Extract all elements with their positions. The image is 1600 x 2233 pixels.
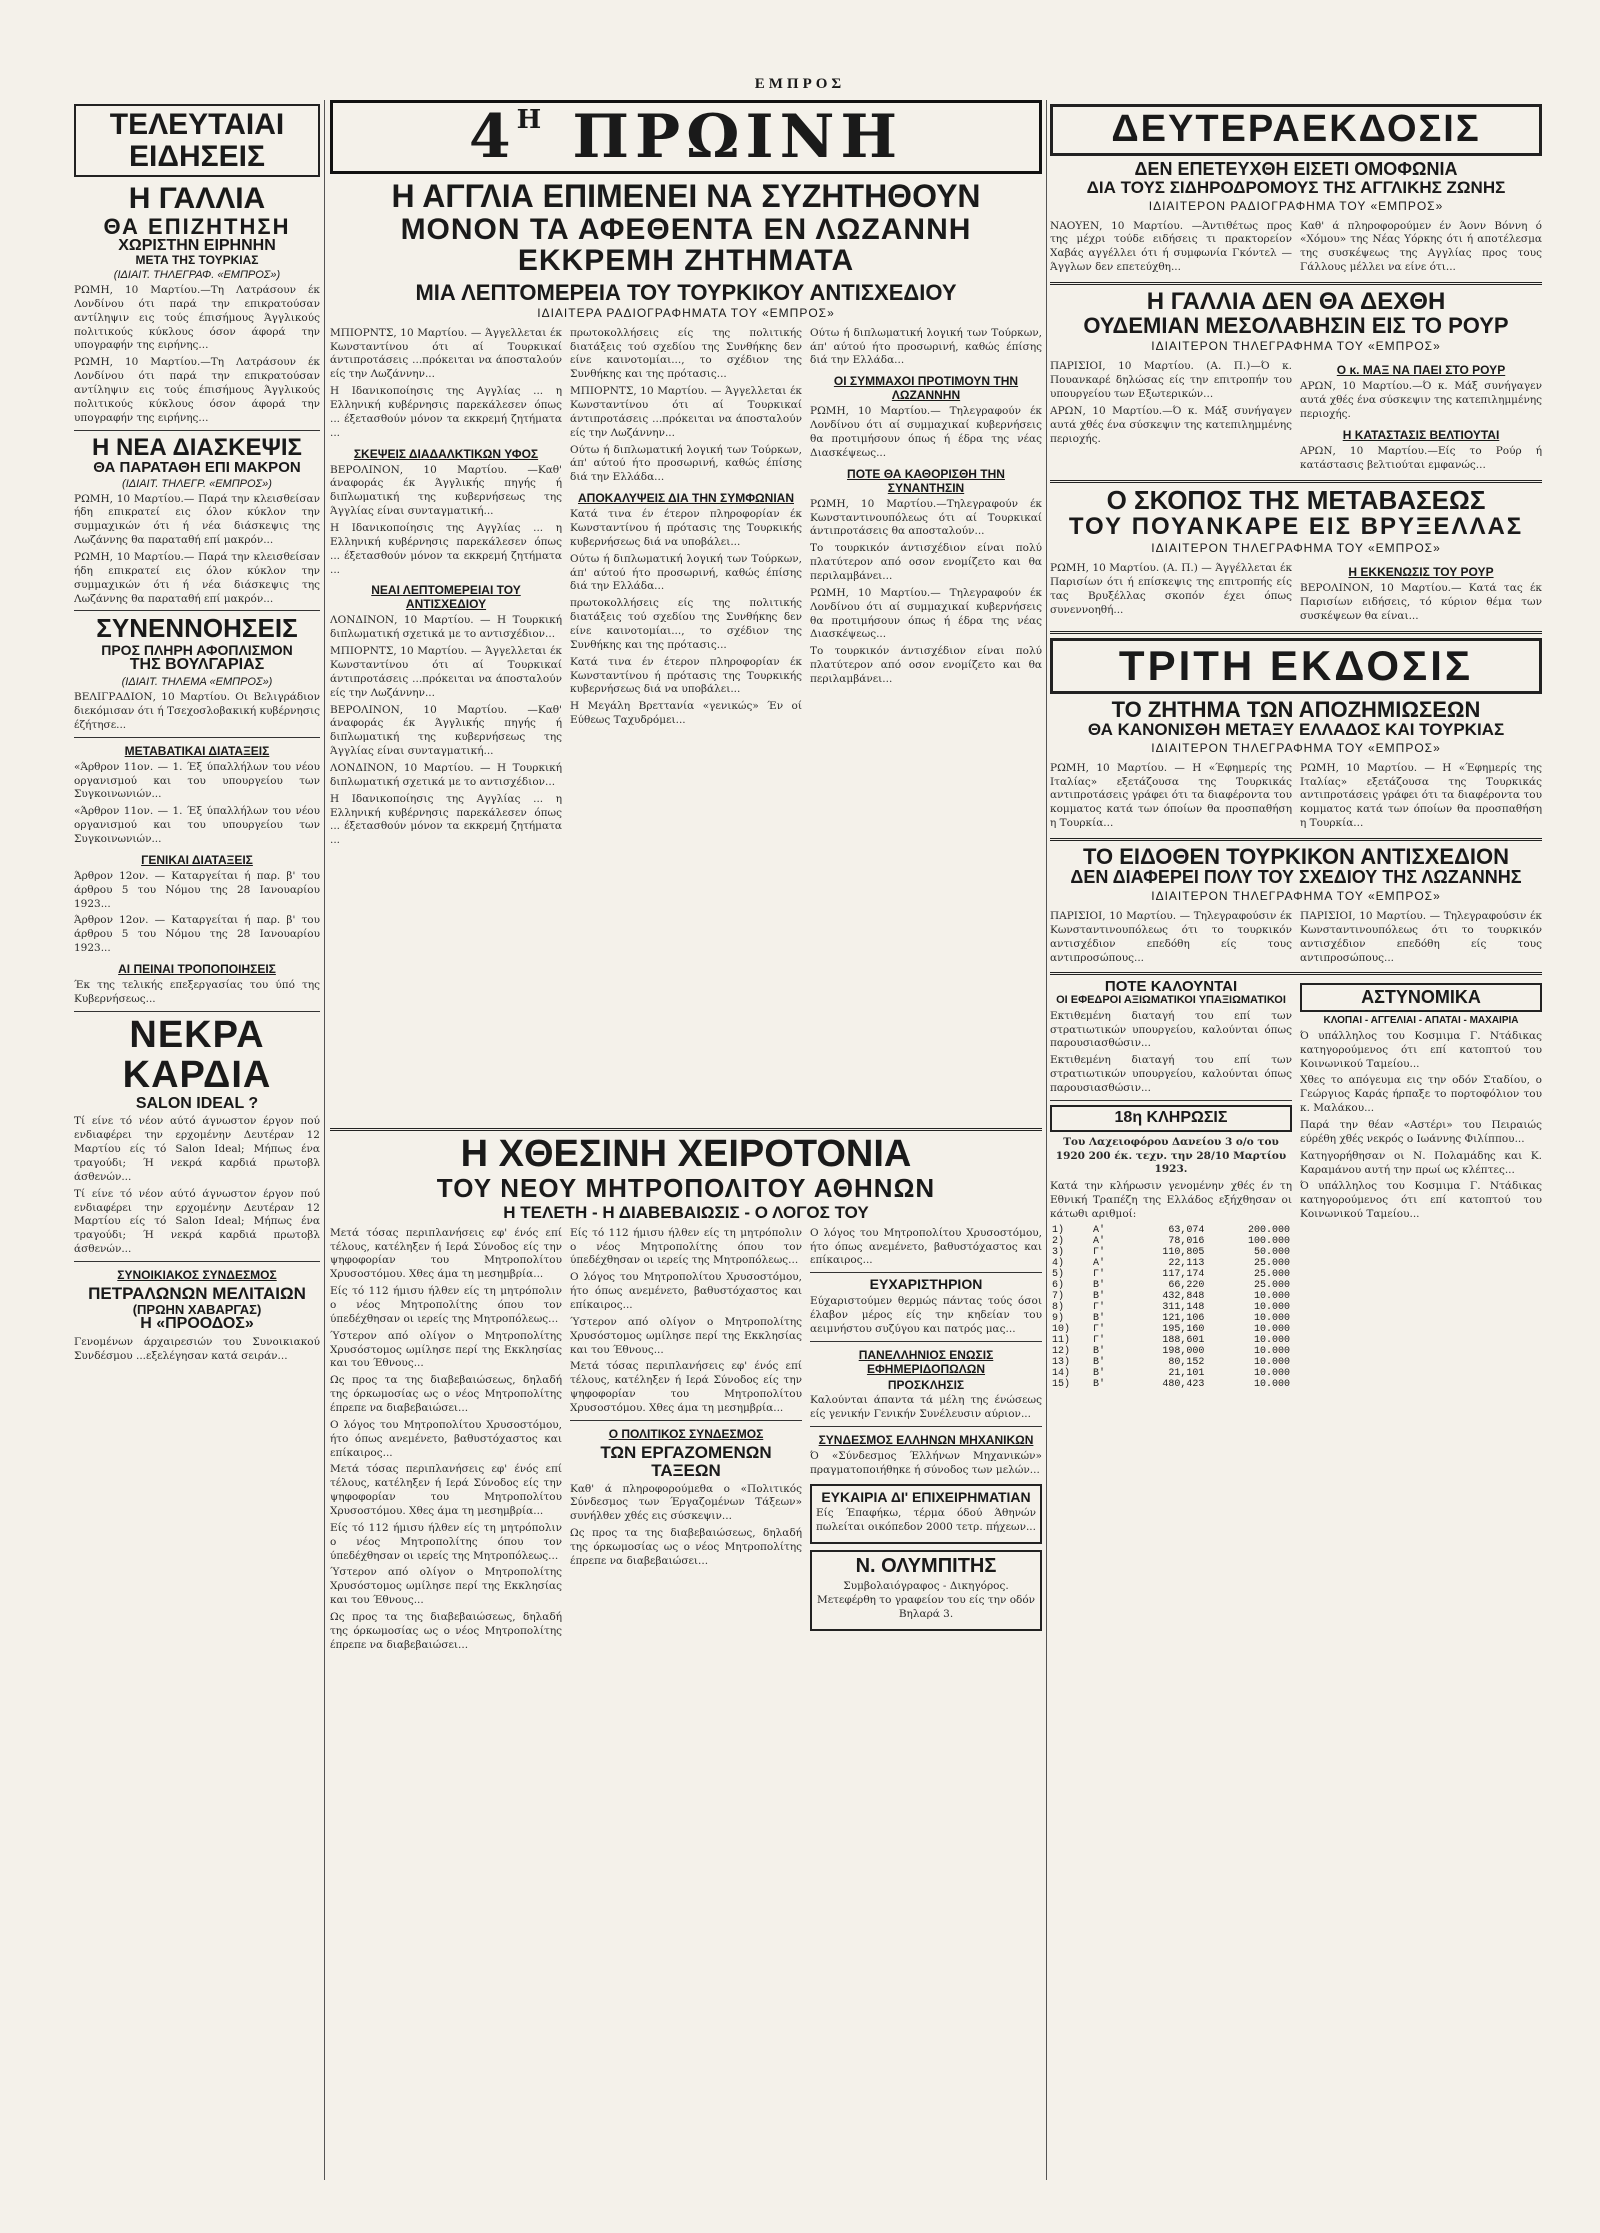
subhead: ΟΙ ΣΥΜΜΑΧΟΙ ΠΡΟΤΙΜΟΥΝ ΤΗΝ ΛΩΖΑΝΝΗΝ bbox=[833, 374, 1019, 403]
lottery-row bbox=[1050, 1225, 1292, 1236]
article-body-cont: Άρθρον 12ον. — Καταργείται ή παρ. β' του άρθρου 5 του Νόμου της 28 Ιανουαρίου 1923... bbox=[74, 914, 320, 955]
lottery-cell: 9) bbox=[1052, 1312, 1065, 1324]
lottery-row bbox=[1050, 1313, 1292, 1324]
lottery-cell: 8) bbox=[1052, 1301, 1065, 1313]
subhead-workers-assoc: Ο ΠΟΛΙΤΙΚΟΣ ΣΥΝΔΕΣΜΟΣ bbox=[608, 1426, 764, 1441]
lottery-title: 18η ΚΛΗΡΩΣΙΣ bbox=[1050, 1105, 1292, 1132]
lottery-cell: Γ' bbox=[1092, 1323, 1105, 1335]
article-body: Ως προς τα της διαβεβαιώσεως, δηλαδή της όρκωμοσίας ως ο νέος Μητροπολίτης έπρεπε να διαβεβαιώσει... bbox=[570, 1527, 802, 1567]
lottery-cell: 188,601 bbox=[1162, 1334, 1205, 1346]
article-body: Κατά τινα έν έτερον πληροφορίαν έκ Κωνσταντίνου ή πρότασις της Τουρκικής κυβερνήσεως διά να υποβάλει... bbox=[570, 508, 802, 548]
lottery-cell: 21,101 bbox=[1168, 1367, 1205, 1379]
subhead-general: ΓΕΝΙΚΑΙ ΔΙΑΤΑΞΕΙΣ bbox=[141, 852, 253, 867]
subhead: ΠΟΤΕ ΘΑ ΚΑΘΟΡΙΣΘΗ ΤΗΝ ΣΥΝΑΝΤΗΣΙΝ bbox=[847, 466, 1005, 495]
column-rule bbox=[324, 100, 325, 2180]
byline: (ΙΔΙΑΙΤ. ΤΗΛΕΜΑ «ΕΜΠΡΟΣ») bbox=[121, 676, 273, 689]
lottery-cell: 50.000 bbox=[1253, 1246, 1290, 1258]
byline: ΙΔΙΑΙΤΕΡΟΝ ΤΗΛΕΓΡΑΦΗΜΑ ΤΟΥ «ΕΜΠΡΟΣ» bbox=[1151, 541, 1441, 556]
article-body: Είς τό 112 ήμισυ ήλθεν είς τη μητρόπολιν ο νέος Μητροπολίτης όπου τον ύπεδέχθησαν οι ιερείς της Μητροπόλεως... bbox=[570, 1226, 802, 1267]
lottery-row bbox=[1050, 1324, 1292, 1335]
lottery-cell: 4) bbox=[1052, 1257, 1065, 1269]
lottery-cell: 10.000 bbox=[1253, 1301, 1290, 1313]
lottery-cell: Γ' bbox=[1092, 1246, 1105, 1258]
lottery-cell: 10) bbox=[1052, 1323, 1071, 1335]
lottery-cell: 195,160 bbox=[1162, 1323, 1205, 1335]
lottery-row bbox=[1050, 1368, 1292, 1379]
article-body: Ύστερον από ολίγον ο Μητροπολίτης Χρυσόστομος ωμίλησε περί της Εκκλησίας και του Έθνους... bbox=[330, 1329, 562, 1370]
article-body: Άρθρον 12ον. — Καταργείται ή παρ. β' του άρθρου 5 του Νόμου της 28 Ιανουαρίου 1923... bbox=[74, 869, 320, 910]
article-body: «Άρθρον 11ον. — 1. Έξ ύπαλλήλων του νέου οργανισμού και του υπουργείου των Συγκοινωνιών... bbox=[74, 760, 320, 801]
lottery-cell: 311,148 bbox=[1162, 1301, 1205, 1313]
subhead-bulgaria: ΤΗΣ ΒΟΥΛΓΑΡΙΑΣ bbox=[129, 656, 265, 674]
story-columns bbox=[1050, 357, 1542, 475]
lottery-cell: 25.000 bbox=[1253, 1268, 1290, 1280]
article-body: πρωτοκολλήσεις είς της πολιτικής διατάξεις τού σχεδίου της Συνθήκης δεν είνε καινοτομίαι..., το σχέδιον της Συνθήκης και της πρότασις... bbox=[570, 597, 802, 651]
article-body: Μετά τόσας περιπλανήσεις εφ' ένός επί τέλους, κατέληξεν ή Ιερά Σύνοδος είς την ψηφοφορίαν του Μητροπολίτου Χρυσοστόμου. Χθες άμα τη μεσημβρία... bbox=[570, 1360, 802, 1415]
lottery-row bbox=[1050, 1335, 1292, 1346]
subhead: Η ΚΑΤΑΣΤΑΣΙΣ ΒΕΛΤΙΟΥΤΑΙ bbox=[1342, 427, 1500, 442]
headline-greece-turkey: ΘΑ ΚΑΝΟΝΙΣΘΗ ΜΕΤΑΞΥ ΕΛΛΑΔΟΣ ΚΑΙ ΤΟΥΡΚΙΑΣ bbox=[1087, 719, 1505, 739]
section-header-latest: ΤΕΛΕΥΤΑΙΑΙ ΕΙΔΗΣΕΙΣ bbox=[74, 104, 320, 177]
lottery-cell: Β' bbox=[1092, 1367, 1105, 1379]
lottery-cell: 11) bbox=[1052, 1334, 1071, 1346]
headline-ordination: Η ΧΘΕΣΙΝΗ ΧΕΙΡΟΤΟΝΙΑ bbox=[460, 1132, 912, 1175]
article-body: Η Ιδανικοποίησις της Αγγλίας ... η Ελληνική κυβέρνησις παρεκάλεσεν όπως ... έξετασθούν μόνον τα εκκρεμή ζητήματα ... bbox=[330, 792, 562, 847]
lottery-cell: 25.000 bbox=[1253, 1257, 1290, 1269]
thanks-body: Εύχαριστούμεν θερμώς πάντας τούς όσοι έλαβον μέρος είς την κηδείαν του αειμνήστου συζύγου και πατρός μας... bbox=[810, 1294, 1042, 1335]
lottery-cell: 5) bbox=[1052, 1268, 1065, 1280]
headline-no-agreement: ΔΕΝ ΕΠΕΤΕΥΧΘΗ ΕΙΣΕΤΙ ΟΜΟΦΩΝΙΑ bbox=[1134, 158, 1458, 179]
article-body: ΡΩΜΗ, 10 Μαρτίου.— Τηλεγραφούν έκ Λονδίνου ότι αί συμμαχικαί κυβερνήσεις θα προτιμήσουν όπως ή έδρα της νέας Διασκέψεως... bbox=[810, 405, 1042, 459]
article-body: Ο λόγος του Μητροπολίτου Χρυσοστόμου, ήτο όπως ανεμένετο, βαθυστόχαστος και επίκαιρος... bbox=[810, 1226, 1042, 1267]
subhead-salon: SALON IDEAL ? bbox=[135, 1094, 259, 1112]
lottery-cell: Β' bbox=[1092, 1378, 1105, 1390]
byline: ΙΔΙΑΙΤΕΡΟΝ ΤΗΛΕΓΡΑΦΗΜΑ ΤΟΥ «ΕΜΠΡΟΣ» bbox=[1151, 889, 1441, 904]
thanks-heading: ΕΥΧΑΡΙΣΤΗΡΙΟΝ bbox=[869, 1276, 983, 1293]
lottery-cell: 25.000 bbox=[1253, 1279, 1290, 1291]
article-body: Έκ της τελικής επεξεργασίας του ύπό της Κυβερνήσεως... bbox=[74, 979, 320, 1005]
lottery-cell: 198,000 bbox=[1162, 1345, 1205, 1357]
article-body: Ως προς τα της διαβεβαιώσεως, δηλαδή της όρκωμοσίας ως ο νέος Μητροπολίτης έπρεπε να διαβεβαιώσει... bbox=[330, 1374, 562, 1415]
lottery-cell: 80,152 bbox=[1168, 1356, 1205, 1368]
subhead: Ο κ. ΜΑΞ ΝΑ ΠΑΕΙ ΣΤΟ ΡΟΥΡ bbox=[1336, 363, 1506, 378]
second-edition-banner: ΔΕΥΤΕΡΑΕΚΔΟΣΙΣ bbox=[1050, 104, 1542, 156]
article-body: ΡΩΜΗ, 10 Μαρτίου.— Παρά την κλεισθείσαν ήδη επικρατεί εις όλον κύκλον την συμμαχικών ότι ή νέα διάσκεψις της Λωζάννης θα παραταθή επί μακρόν... bbox=[74, 492, 320, 547]
lottery-cell: 1) bbox=[1052, 1224, 1065, 1236]
headline-ceremony: Η ΤΕΛΕΤΗ - Η ΔΙΑΒΕΒΑΙΩΣΙΣ - Ο ΛΟΓΟΣ ΤΟΥ bbox=[503, 1202, 869, 1222]
subhead-disarmament: ΠΡΟΣ ΠΛΗΡΗ ΑΦΟΠΛΙΣΜΟΝ bbox=[101, 641, 293, 658]
article-body: ΑΡΩΝ, 10 Μαρτίου.—Είς το Ρούρ ή κατάστασις βελτιούται εμφανώς... bbox=[1300, 444, 1542, 471]
lottery-cell: Α' bbox=[1092, 1257, 1105, 1269]
headline-france-refuses: Η ΓΑΛΛΙΑ ΔΕΝ ΘΑ ΔΕΧΘΗ bbox=[1146, 288, 1446, 316]
article-body: Γενομένων άρχαιρεσιών του Συνοικιακού Συνδέσμου ...εξελέγησαν κατά σειράν... bbox=[74, 1336, 320, 1363]
article-body: Μετά τόσας περιπλανήσεις εφ' ένός επί τέλους, κατέληξεν ή Ιερά Σύνοδος είς την ψηφοφορίαν του Μητροπολίτου Χρυσοστόμου. Χθες άμα τη μεσημβρία... bbox=[330, 1226, 562, 1281]
lottery-cell: 117,174 bbox=[1162, 1268, 1205, 1280]
lottery-cell: Α' bbox=[1092, 1235, 1105, 1247]
story-columns bbox=[1050, 217, 1542, 278]
ad-olympitis bbox=[810, 1550, 1042, 1631]
article-body: ΡΩΜΗ, 10 Μαρτίου.—Τη Λατράσουν έκ Λονδίνου ότι παρά την επικρατούσαν αντίληψιν εις τούς έπισήμους Άγγλικούς πολιτικούς κύκλους όσον άφορά την υπογραφήν της ειρήνης... bbox=[74, 283, 320, 352]
column-later-editions bbox=[1050, 100, 1542, 2180]
subhead: Η ΕΚΚΕΝΩΣΙΣ ΤΟΥ ΡΟΥΡ bbox=[1348, 565, 1494, 580]
masthead: ΕΜΠΡΟΣ bbox=[754, 76, 846, 92]
lottery-cell: Α' bbox=[1092, 1224, 1105, 1236]
article-body: Ύστερον από ολίγον ο Μητροπολίτης Χρυσόστομος ωμίλησε περί της Εκκλησίας και του Έθνους... bbox=[570, 1315, 802, 1356]
lottery-row bbox=[1050, 1280, 1292, 1291]
article-body-cont: «Άρθρον 11ον. — 1. Έξ ύπαλλήλων του νέου οργανισμού και του υπουργείου των Συγκοινωνιών... bbox=[74, 805, 320, 846]
article-body: Το τουρκικόν άντισχέδιον είναι πολύ πλατύτερον από οσον ενομίζετο και θα περιλαμβάνει... bbox=[810, 645, 1042, 686]
article-body: Ούτω ή διπλωματική λογική των Τούρκων, άπ' αύτού ήτο προσωρινή, καθώς έπίσης διά την Ελλάδα... bbox=[570, 552, 802, 593]
ad-name: Ν. ΟΛΥΜΠΙΤΗΣ bbox=[855, 1555, 997, 1577]
police-subtitle: ΚΛΟΠΑΙ - ΑΓΓΕΛΙΑΙ - ΑΠΑΤΑΙ - ΜΑΧΑΙΡΙΑ bbox=[1323, 1015, 1519, 1027]
lottery-cell: 10.000 bbox=[1253, 1356, 1290, 1368]
lottery-cell: 10.000 bbox=[1253, 1290, 1290, 1302]
article-body: ΒΕΛΙΓΡΑΔΙΟΝ, 10 Μαρτίου. Οι Βελιγράδιον διεκόμισαν ότι ή Τσεχοσλοβακική κυβέρνησις έζήτησε... bbox=[74, 691, 320, 731]
lottery-cell: Γ' bbox=[1092, 1301, 1105, 1313]
article-body: Ό υπάλληλος του Κοσμιμα Γ. Ντάδικας κατηγορούμενος ότι επί κατοπτού του Κοινωνικού Ταμείου... bbox=[1300, 1029, 1542, 1070]
article-body: Η Ιδανικοποίησις της Αγγλίας ... η Ελληνική κυβέρνησις παρεκάλεσεν όπως ... έξετασθούν μόνον τα εκκρεμή ζητήματα ... bbox=[330, 385, 562, 439]
lottery-cell: 10.000 bbox=[1253, 1345, 1290, 1357]
subhead-amendments: ΑΙ ΠΕΙΝΑΙ ΤΡΟΠΟΠΟΙΗΣΕΙΣ bbox=[118, 962, 276, 977]
headline-france: Η ΓΑΛΛΙΑ bbox=[128, 182, 266, 215]
top-story-columns bbox=[330, 324, 1042, 1124]
lottery-cell: 10.000 bbox=[1253, 1367, 1290, 1379]
article-body-cont: Εκτιθεμένη διαταγή του επί των στρατιωτικών υπουργείου, καλούνται όπως παρουσιασθώσιν... bbox=[1050, 1054, 1292, 1095]
subhead-with-turkey: ΜΕΤΑ ΤΗΣ ΤΟΥΡΚΙΑΣ bbox=[135, 253, 259, 268]
lottery-row bbox=[1050, 1269, 1292, 1280]
article-body: Καλούνται άπαντα τά μέλη της ένώσεως είς γενικήν Γενικήν Συνέλευσιν αύριον... bbox=[810, 1394, 1042, 1421]
subhead-seek: ΘΑ ΕΠΙΖΗΤΗΣΗ bbox=[103, 213, 291, 239]
headline-workers: ΤΩΝ ΕΡΓΑΖΟΜΕΝΩΝ ΤΑΞΕΩΝ bbox=[600, 1442, 772, 1480]
lottery-cell: 14) bbox=[1052, 1367, 1071, 1379]
article-body: ΒΕΡΟΛΙΝΟΝ, 10 Μαρτίου. —Καθ' άναφοράς έκ Άγγλικής πηγής ή διπλωματική της κυβερνήσεως της Άγγλίας είναι συνταγματική... bbox=[330, 463, 562, 518]
article-body: Είς τό 112 ήμισυ ήλθεν είς τη μητρόπολιν ο νέος Μητροπολίτης όπου τον ύπεδέχθησαν οι ιερείς της Μητροπόλεως... bbox=[330, 1521, 562, 1562]
lottery-body: Κατά την κλήρωσιν γενομένην χθές έν τη Εθνική Τραπέζη της Ελλάδος εξήχθησαν οι κάτωθι αριθμοί: bbox=[1050, 1180, 1292, 1220]
article-body: ΡΩΜΗ, 10 Μαρτίου.— Τηλεγραφούν έκ Λονδίνου ότι αί συμμαχικαί κυβερνήσεις θα προτιμήσουν όπως ή έδρα της νέας Διασκέψεως... bbox=[810, 586, 1042, 641]
lower-story-columns bbox=[330, 1224, 1042, 2084]
headline-purpose: Ο ΣΚΟΠΟΣ ΤΗΣ ΜΕΤΑΒΑΣΕΩΣ bbox=[1106, 484, 1486, 515]
article-body: ΜΠΙΟΡΝΤΣ, 10 Μαρτίου. — Άγγελλεται έκ Κωνσταντίνου ότι αί Τουρκικαί άντιπροτάσεις ...πρόκειται να άποσταλούν είς την Λωζάννην... bbox=[570, 385, 802, 439]
lottery-row bbox=[1050, 1247, 1292, 1258]
headline-consultations: ΣΥΝΕΝΝΟΗΣΕΙΣ bbox=[96, 613, 298, 644]
lottery-cell: 66,220 bbox=[1168, 1279, 1205, 1291]
headline-counter-draft-seen: ΤΟ ΕΙΔΟΘΕΝ ΤΟΥΡΚΙΚΟΝ ΑΝΤΙΣΧΕΔΙΟΝ bbox=[1082, 844, 1510, 870]
lottery-row bbox=[1050, 1302, 1292, 1313]
subhead-progress: Η «ΠΡΟΟΔΟΣ» bbox=[140, 1315, 254, 1333]
edition-number: 4 bbox=[468, 102, 517, 172]
headline-railways: ΔΙΑ ΤΟΥΣ ΣΙΔΗΡΟΔΡΟΜΟΥΣ ΤΗΣ ΑΓΓΛΙΚΗΣ ΖΩΝΗΣ bbox=[1086, 177, 1506, 197]
article-body: Ούτω ή διπλωματική λογική των Τούρκων, άπ' αύτού ήτο προσωρινή, καθώς έπίσης διά την Ελλάδα... bbox=[570, 443, 802, 484]
headline-ruhr-mediation: ΟΥΔΕΜΙΑΝ ΜΕΣΟΛΑΒΗΣΙΝ ΕΙΣ ΤΟ ΡΟΥΡ bbox=[1083, 313, 1509, 339]
byline: ΙΔΙΑΙΤΕΡΟΝ ΤΗΛΕΓΡΑΦΗΜΑ ΤΟΥ «ΕΜΠΡΟΣ» bbox=[1151, 339, 1441, 354]
lottery-row bbox=[1050, 1346, 1292, 1357]
article-body: ΡΩΜΗ, 10 Μαρτίου. — Η «Έφημερίς της Ιταλίας» εξετάζουσα της Τουρκικάς αντιπροτάσεις γράφει ότι τα διαφέροντα του κομματος κατά των όποίων θα προσπαθήση η Τουρκία... bbox=[1300, 761, 1542, 830]
lottery-table bbox=[1050, 1225, 1292, 1390]
lottery-cell: 10.000 bbox=[1253, 1312, 1290, 1324]
headline-new-conference: Η ΝΕΑ ΔΙΑΣΚΕΨΙΣ bbox=[92, 433, 302, 461]
article-body: ΑΡΩΝ, 10 Μαρτίου.—Ό κ. Μάξ συνήγαγεν αυτά χθές ένα σύσκεψιν της κατεπιλημμένης περιοχής. bbox=[1050, 404, 1292, 445]
article-body: ΝΑΟΥΕΝ, 10 Μαρτίου. —Άντιθέτως προς της μέχρι τούδε ειδήσεις τι πρακτορείον Χαβάς αγγέλλει ότι ή συμφωνία Γκόντελ — Άγγλων δεν επετεύχθη... bbox=[1050, 219, 1292, 274]
article-body: ΛΟΝΔΙΝΟΝ, 10 Μαρτίου. — Η Τουρκική διπλωματική σχετικά με το αντισχέδιον... bbox=[330, 762, 562, 788]
lottery-row bbox=[1050, 1258, 1292, 1269]
story-columns bbox=[1050, 759, 1542, 834]
lottery-cell: 100.000 bbox=[1247, 1235, 1290, 1247]
article-body: Ό υπάλληλος του Κοσμιμα Γ. Ντάδικας κατηγορούμενος ότι επί κατοπτού του Κοινωνικού Ταμείου... bbox=[1300, 1180, 1542, 1221]
article-body: Κατά τινα έν έτερον πληροφορίαν έκ Κωνσταντίνου ή πρότασις της Τουρκικής κυβερνήσεως διά να υποβάλει... bbox=[570, 655, 802, 696]
article-body: ΠΑΡΙΣΙΟΙ, 10 Μαρτίου. — Τηλεγραφούσιν έκ Κωνσταντινουπόλεως ότι το τουρκικόν αντισχέδιον επεδόθη είς τους αντιπροσώπους... bbox=[1050, 910, 1292, 964]
lottery-cell: 10.000 bbox=[1253, 1334, 1290, 1346]
article-body: ΠΑΡΙΣΙΟΙ, 10 Μαρτίου. (Α. Π.)—Ό κ. Πουανκαρέ δηλώσας είς την επιτροπήν του υπουργείου των Εξωτερικών... bbox=[1050, 360, 1292, 401]
article-body: Καθ' ά πληροφορούμεν έν Άονν Βόννη ό «Χόμου» της Νέας Υόρκης ότι ή αποτέλεσμα της συσκέψεως της Αγγλίας προς τους Γάλλους μέλλει να είνε ότι... bbox=[1300, 219, 1542, 274]
lottery-cell: Β' bbox=[1092, 1356, 1105, 1368]
lottery-row bbox=[1050, 1357, 1292, 1368]
ad-title: ΕΥΚΑΙΡΙΑ ΔΙ' ΕΠΙΧΕΙΡΗΜΑΤΙΑΝ bbox=[821, 1488, 1031, 1505]
lottery-cell: Γ' bbox=[1092, 1334, 1105, 1346]
lottery-cell: 15) bbox=[1052, 1378, 1071, 1390]
lottery-cell: Β' bbox=[1092, 1312, 1105, 1324]
edition-sup: Η bbox=[516, 105, 548, 135]
article-body: ΡΩΜΗ, 10 Μαρτίου.—Τηλεγραφούν έκ Κωνσταντινουπόλεως ότι αί Τουρκικαί άντιπροτάσεις θα αποσταλούν... bbox=[810, 497, 1042, 538]
subhead-prolonged: ΘΑ ΠΑΡΑΤΑΘΗ ΕΠΙ ΜΑΚΡΟΝ bbox=[93, 458, 301, 476]
article-body: Τί είνε τό νέον αύτό άγνωστον έργον πού ενδιαφέρει την ερχομένην Δευτέραν 12 Μαρτίου είς τό Salon Ideal; Μήπως ένα τραγούδι; Ή νεκρά καρδιά πρωτοβλ άσθενών... bbox=[74, 1115, 320, 1183]
subhead-petralona: ΠΕΤΡΑΛΩΝΩΝ ΜΕΛΙΤΑΙΩΝ bbox=[88, 1283, 306, 1303]
lottery-cell: 7) bbox=[1052, 1290, 1065, 1302]
story-columns bbox=[1050, 907, 1542, 968]
article-body-cont: ΡΩΜΗ, 10 Μαρτίου.— Παρά την κλεισθείσαν ήδη επικρατεί εις όλον κύκλον την συμμαχικών ότι ή νέα διάσκεψις της Λωζάννης θα παραταθή επί μακρόν... bbox=[74, 550, 320, 605]
byline: ΙΔΙΑΙΤΕΡΑ ΡΑΔΙΟΓΡΑΦΗΜΑΤΑ ΤΟΥ «ΕΜΠΡΟΣ» bbox=[537, 305, 835, 320]
headline-reserve-officers: ΟΙ ΕΦΕΔΡΟΙ ΑΞΙΩΜΑΤΙΚΟΙ ΥΠΑΞΙΩΜΑΤΙΚΟΙ bbox=[1056, 994, 1286, 1007]
article-body: Ό «Σύνδεσμος Έλλήνων Μηχανικών» πραγματοποιήθηκε ή σύνοδος των μελών... bbox=[810, 1449, 1042, 1476]
subhead-separate-peace: ΧΩΡΙΣΤΗΝ ΕΙΡΗΝΗΝ bbox=[118, 236, 276, 254]
column-morning-edition bbox=[330, 100, 1042, 2180]
column-rule bbox=[1046, 100, 1047, 2180]
article-body: πρωτοκολλήσεις είς της πολιτικής διατάξεις τού σχεδίου της Συνθήκης δεν είνε καινοτομίαι..., το σχέδιον της Συνθήκης και της πρότασις... bbox=[570, 326, 802, 381]
subhead-association: ΣΥΝΟΙΚΙΑΚΟΣ ΣΥΝΔΕΣΜΟΣ bbox=[117, 1267, 277, 1282]
article-body: ΜΠΙΟΡΝΤΣ, 10 Μαρτίου. — Άγγελλεται έκ Κωνσταντίνου ότι αί Τουρκικαί άντιπροτάσεις ...πρόκειται να άποσταλούν είς την Λωζάννην... bbox=[330, 645, 562, 699]
lottery-cell: 6) bbox=[1052, 1279, 1065, 1291]
article-body: Ούτω ή διπλωματική λογική των Τούρκων, άπ' αύτού ήτο προσωρινή, καθώς έπίσης διά την Ελλάδα... bbox=[810, 326, 1042, 367]
byline: (ΙΔΙΑΙΤ. ΤΗΛΕΓΡ. «ΕΜΠΡΟΣ») bbox=[122, 477, 272, 490]
article-body: Ο λόγος του Μητροπολίτου Χρυσοστόμου, ήτο όπως ανεμένετο, βαθυστόχαστος και επίκαιρος... bbox=[330, 1418, 562, 1459]
article-body: Είς τό 112 ήμισυ ήλθεν είς τη μητρόπολιν ο νέος Μητροπολίτης όπου τον ύπεδέχθησαν οι ιερείς της Μητροπόλεως... bbox=[330, 1285, 562, 1325]
article-body-cont: Τί είνε τό νέον αύτό άγνωστον έργον πού ενδιαφέρει την ερχομένην Δευτέραν 12 Μαρτίου είς τό Salon Ideal; Μήπως ένα τραγούδι; Ή νεκρά καρδιά πρωτοβλ άσθενών... bbox=[74, 1187, 320, 1256]
subhead: ΣΚΕΨΕΙΣ ΔΙΑΔΑΛΚΤΙΚΩΝ ΥΦΟΣ bbox=[353, 446, 539, 461]
lottery-cell: Β' bbox=[1092, 1345, 1105, 1357]
lottery-cell: 200.000 bbox=[1247, 1224, 1290, 1236]
article-body: Ο λόγος του Μητροπολίτου Χρυσοστόμου, ήτο όπως ανεμένετο, βαθυστόχαστος και επίκαιρος... bbox=[570, 1271, 802, 1312]
article-body: ΜΠΙΟΡΝΤΣ, 10 Μαρτίου. — Άγγελλεται έκ Κωνσταντίνου ότι αί Τουρκικαί άντιπροτάσεις ...πρόκειται να άποσταλούν είς την Λωζάννην... bbox=[330, 326, 562, 381]
article-body: Το τουρκικόν άντισχέδιον είναι πολύ πλατύτερον από οσον ενομίζετο και θα περιλαμβάνει... bbox=[810, 542, 1042, 582]
ad-body: Είς Έπαφήκω, τέρμα όδού Άθηνών πωλείται οικόπεδον 2000 τετρ. πήχεων... bbox=[816, 1507, 1036, 1534]
article-body: ΛΟΝΔΙΝΟΝ, 10 Μαρτίου. — Η Τουρκική διπλωματική σχετικά με το αντισχέδιον... bbox=[330, 614, 562, 641]
headline-metropolitan: ΤΟΥ ΝΕΟΥ ΜΗΤΡΟΠΟΛΙΤΟΥ ΑΘΗΝΩΝ bbox=[436, 1172, 936, 1203]
lottery-cell: 12) bbox=[1052, 1345, 1071, 1357]
subhead-newspaper-sellers: ΠΑΝΕΛΛΗΝΙΟΣ ΕΝΩΣΙΣ ΕΦΗΜΕΡΙΔΟΠΩΛΩΝ bbox=[858, 1347, 994, 1376]
lottery-cell: 432,848 bbox=[1162, 1290, 1205, 1302]
article-body: Ύστερον από ολίγον ο Μητροπολίτης Χρυσόστομος ωμίλησε περί της Εκκλησίας και του Έθνους... bbox=[330, 1566, 562, 1607]
article-body: ΠΑΡΙΣΙΟΙ, 10 Μαρτίου. — Τηλεγραφούσιν έκ Κωνσταντινουπόλεως ότι το τουρκικόν αντισχέδιον επεδόθη είς τους αντιπροσώπους... bbox=[1300, 910, 1542, 964]
headline-called-up: ΠΟΤΕ ΚΑΛΟΥΝΤΑΙ bbox=[1104, 979, 1238, 996]
article-body: ΑΡΩΝ, 10 Μαρτίου.—Ό κ. Μάξ συνήγαγεν αυτά χθές ένα σύσκεψιν της κατεπιλημμένης περιοχής. bbox=[1300, 380, 1542, 421]
lottery-cell: Β' bbox=[1092, 1279, 1105, 1291]
edition-banner bbox=[330, 100, 1042, 174]
edition-title: ΠΡΩΙΝΗ bbox=[572, 102, 904, 172]
byline: ΙΔΙΑΙΤΕΡΟΝ ΡΑΔΙΟΓΡΑΦΗΜΑ ΤΟΥ «ΕΜΠΡΟΣ» bbox=[1148, 198, 1444, 213]
article-body: Εκτιθεμένη διαταγή του επί των στρατιωτικών υπουργείου, καλούνται όπως παρουσιασθώσιν... bbox=[1050, 1009, 1292, 1050]
headline-not-differ: ΔΕΝ ΔΙΑΦΕΡΕΙ ΠΟΛΥ ΤΟΥ ΣΧΕΔΙΟΥ ΤΗΣ ΛΩΖΑΝΝΗΣ bbox=[1070, 867, 1522, 888]
byline: ΙΔΙΑΙΤΕΡΟΝ ΤΗΛΕΓΡΑΦΗΜΑ ΤΟΥ «ΕΜΠΡΟΣ» bbox=[1151, 740, 1441, 755]
subhead: ΝΕΑΙ ΛΕΠΤΟΜΕΡΕΙΑΙ ΤΟΥ ΑΝΤΙΣΧΕΔΙΟΥ bbox=[371, 583, 521, 612]
article-body: ΒΕΡΟΛΙΝΟΝ, 10 Μαρτίου.— Κατά τας έκ Παρισίων ειδήσεις, τό κύριον θέμα των συσκέψεων θα είναι... bbox=[1300, 582, 1542, 622]
subhead-formerly: (ΠΡΩΗΝ ΧΑΒΑΡΓΑΣ) bbox=[132, 1301, 262, 1317]
subhead: ΑΠΟΚΑΛΥΨΕΙΣ ΔΙΑ ΤΗΝ ΣΥΜΦΩΝΙΑΝ bbox=[577, 491, 794, 506]
headline-counter-draft: ΜΙΑ ΛΕΠΤΟΜΕΡΕΙΑ ΤΟΥ ΤΟΥΡΚΙΚΟΥ ΑΝΤΙΣΧΕΔΙΟΥ bbox=[415, 279, 957, 305]
subhead-engineers: ΣΥΝΔΕΣΜΟΣ ΕΛΛΗΝΩΝ ΜΗΧΑΝΙΚΩΝ bbox=[818, 1432, 1034, 1447]
byline: (ΙΔΙΑΙΤ. ΤΗΛΕΓΡΑΦ. «ΕΜΠΡΟΣ») bbox=[113, 268, 281, 281]
lottery-cell: 2) bbox=[1052, 1235, 1065, 1247]
article-body: Χθες το απόγευμα εις την οδόν Σταδίου, ο Γεώργιος Καράς ήρπαξε το πορτοφόλιον του κ. Μαλάκου... bbox=[1300, 1074, 1542, 1115]
lottery-row bbox=[1050, 1291, 1292, 1302]
subhead-invitation: ΠΡΟΣΚΛΗΣΙΣ bbox=[887, 1377, 965, 1392]
ad-opportunity bbox=[810, 1484, 1042, 1544]
headline-dead-heart: ΝΕΚΡΑ ΚΑΡΔΙΑ bbox=[122, 1013, 272, 1096]
lottery-cell: 63,074 bbox=[1168, 1224, 1205, 1236]
lottery-cell: 13) bbox=[1052, 1356, 1071, 1368]
police-title: ΑΣΤΥΝΟΜΙΚΑ bbox=[1300, 983, 1542, 1012]
article-body-cont: ΡΩΜΗ, 10 Μαρτίου.—Τη Λατράσουν έκ Λονδίνου ότι παρά την επικρατούσαν αντίληψιν εις τούς έπισήμους Άγγλικούς πολιτικούς κύκλους όσον άφορά την υπογραφήν της ειρήνης... bbox=[74, 356, 320, 424]
story-columns bbox=[1050, 559, 1542, 627]
article-body: ΡΩΜΗ, 10 Μαρτίου. — Η «Έφημερίς της Ιταλίας» εξετάζουσα της Τουρκικάς αντιπροτάσεις γράφει ότι τα διαφέροντα του κομματος κατά των όποίων θα προσπαθήση η Τουρκία... bbox=[1050, 761, 1292, 830]
lottery-cell: 480,423 bbox=[1162, 1378, 1205, 1390]
article-body: ΡΩΜΗ, 10 Μαρτίου. (Α. Π.) — Άγγέλλεται έκ Παρισίων ότι ή επίσκεψις της επιτροπής είς τας Βρυξέλλας σκοπόν έχει όπως συνεννοηθή... bbox=[1050, 562, 1292, 616]
headline-reparations: ΤΟ ΖΗΤΗΜΑ ΤΩΝ ΑΠΟΖΗΜΙΩΣΕΩΝ bbox=[1111, 696, 1481, 722]
lottery-cell: 10.000 bbox=[1253, 1323, 1290, 1335]
ad-body: Συμβολαιόγραφος - Δικηγόρος. Μετεφέρθη το γραφείον του είς την οδόν Βηλαρά 3. bbox=[816, 1580, 1036, 1620]
article-body: Μετά τόσας περιπλανήσεις εφ' ένός επί τέλους, κατέληξεν ή Ιερά Σύνοδος είς την ψηφοφορίαν του Μητροπολίτου Χρυσοστόμου. Χθες άμα τη μεσημβρία... bbox=[330, 1463, 562, 1518]
lottery-cell: 110,805 bbox=[1162, 1246, 1205, 1258]
lottery-cell: 22,113 bbox=[1168, 1257, 1205, 1269]
lottery-row bbox=[1050, 1236, 1292, 1247]
lottery-cell: 10.000 bbox=[1253, 1378, 1290, 1390]
lottery-cell: 78,016 bbox=[1168, 1235, 1205, 1247]
lottery-cell: Β' bbox=[1092, 1290, 1105, 1302]
column-latest-news bbox=[74, 100, 320, 2180]
article-body: Παρά την θέαν «Αστέρι» του Πειραιώς εύρέθη χθές νεκρός ο Ιωάννης Φιλίππου... bbox=[1300, 1119, 1542, 1145]
article-body: Ως προς τα της διαβεβαιώσεως, δηλαδή της όρκωμοσίας ως ο νέος Μητροπολίτης έπρεπε να διαβεβαιώσει... bbox=[330, 1611, 562, 1651]
lottery-subtitle: Του Λαχειοφόρου Δανείου 3 ο/ο του 1920 200 έκ. τεχν. την 28/10 Μαρτίου 1923. bbox=[1055, 1135, 1287, 1176]
headline-pending-issues: ΜΟΝΟΝ ΤΑ ΑΦΕΘΕΝΤΑ ΕΝ ΛΩΖΑΝΝΗ ΕΚΚΡΕΜΗ ΖΗΤΗΜΑΤΑ bbox=[400, 212, 972, 278]
headline-poincare: ΤΟΥ ΠΟΥΑΝΚΑΡΕ ΕΙΣ ΒΡΥΞΕΛΛΑΣ bbox=[1068, 512, 1524, 540]
article-body: ΒΕΡΟΛΙΝΟΝ, 10 Μαρτίου. —Καθ' άναφοράς έκ Άγγλικής πηγής ή διπλωματική της κυβερνήσεως της Άγγλίας είναι συνταγματική... bbox=[330, 703, 562, 758]
headline-england-insists: Η ΑΓΓΛΙΑ ΕΠΙΜΕΝΕΙ ΝΑ ΣΥΖΗΤΗΘΟΥΝ bbox=[391, 178, 981, 214]
article-body: Η Ιδανικοποίησις της Αγγλίας ... η Ελληνική κυβέρνησις παρεκάλεσεν όπως ... έξετασθούν μόνον τα εκκρεμή ζητήματα ... bbox=[330, 522, 562, 576]
bottom-columns bbox=[1050, 979, 1542, 1539]
lottery-cell: 121,106 bbox=[1162, 1312, 1205, 1324]
lottery-cell: 3) bbox=[1052, 1246, 1065, 1258]
third-edition-banner: ΤΡΙΤΗ ΕΚΔΟΣΙΣ bbox=[1050, 638, 1542, 694]
lottery-row bbox=[1050, 1379, 1292, 1390]
article-body: Κατηγορήθησαν οι Ν. Πολαμάδης και Κ. Καραμάνου αυτή την πρωί ως κλέπτες... bbox=[1300, 1149, 1542, 1176]
lottery-cell: Γ' bbox=[1092, 1268, 1105, 1280]
subhead-transitional: ΜΕΤΑΒΑΤΙΚΑΙ ΔΙΑΤΑΞΕΙΣ bbox=[124, 743, 270, 758]
article-body: Καθ' ά πληροφορούμεθα ο «Πολιτικός Σύνδεσμος των Έργαζομένων Τάξεων» συνήλθεν χθές εις σύσκεψιν... bbox=[570, 1482, 802, 1523]
article-body: Η Μεγάλη Βρεττανία «γενικώς» Έν οί Εύθεως Ταχυδρόμει... bbox=[570, 700, 802, 727]
